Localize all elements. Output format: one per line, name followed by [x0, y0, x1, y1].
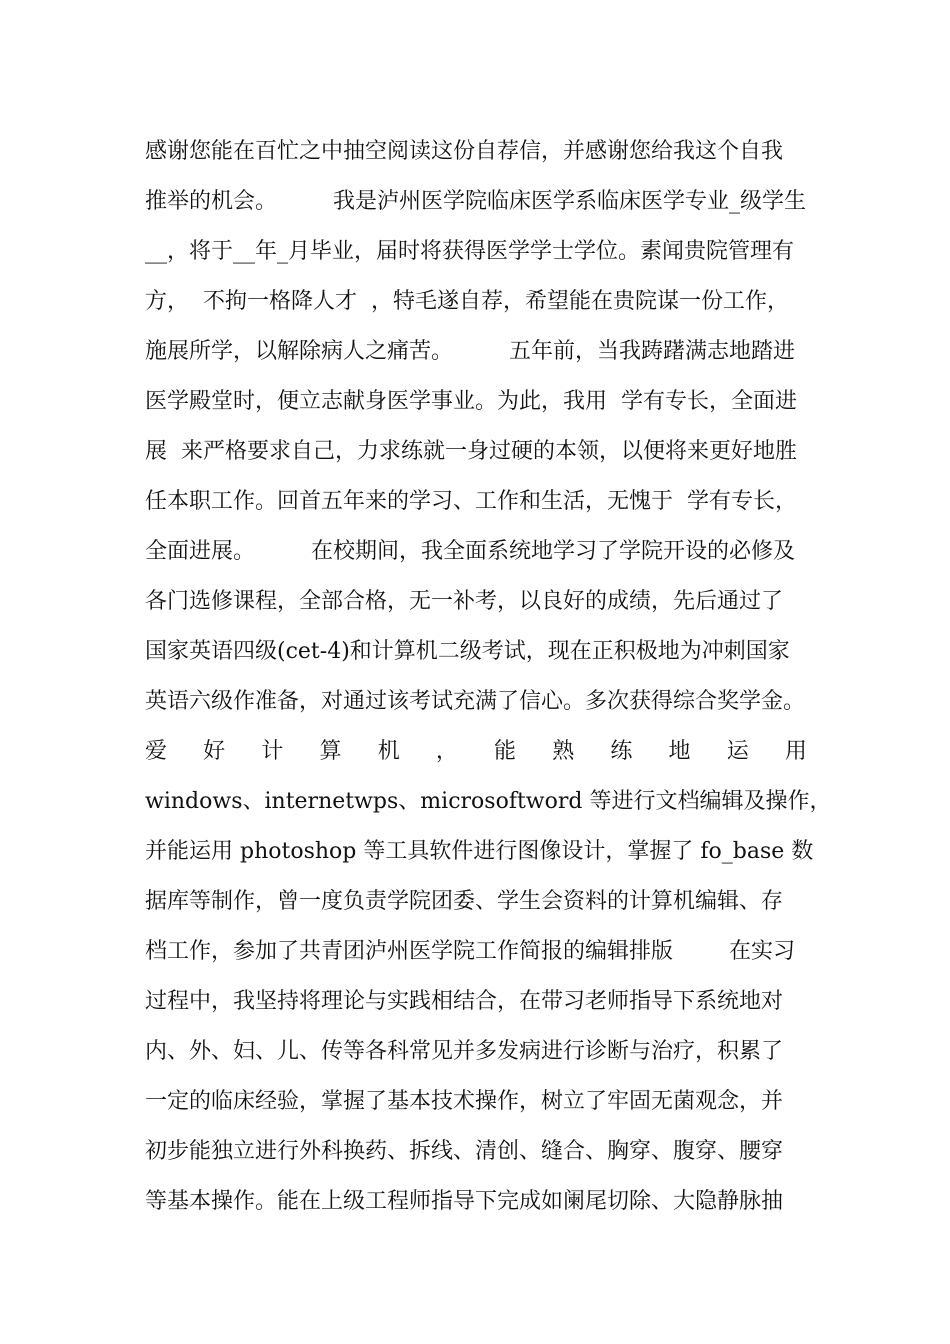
text-line: 等基本操作。能在上级工程师指导下完成如阑尾切除、大隐静脉抽	[145, 1189, 784, 1214]
spread-char: 练	[610, 739, 633, 764]
text-line: 各门选修课程，全部合格，无一补考，以良好的成绩，先后通过了	[145, 589, 784, 614]
spread-char: 能	[494, 739, 517, 764]
spread-char: 爱	[145, 739, 168, 764]
text-line: 展 来严格要求自己，力求练就一身过硬的本领，以便将来更好地胜	[145, 439, 797, 464]
text-line: 并能运用 photoshop 等工具软件进行图像设计，掌握了 fo_base 数	[145, 839, 814, 864]
text-line: 初步能独立进行外科换药、拆线、清创、缝合、胸穿、腹穿、腰穿	[145, 1139, 784, 1164]
text-line: 全面进展。 在校期间，我全面系统地学习了学院开设的必修及	[145, 539, 795, 564]
text-line: 过程中，我坚持将理论与实践相结合，在带习老师指导下系统地对	[145, 989, 784, 1014]
spread-char: 计	[261, 739, 284, 764]
spread-char: ，	[435, 739, 458, 764]
spread-char: 算	[319, 739, 342, 764]
text-line: 方， 不拘一格降人才 ，特毛遂自荐，希望能在贵院谋一份工作，	[145, 289, 789, 314]
text-line: 推举的机会。 我是泸州医学院临床医学系临床医学专业_级学生	[145, 189, 806, 214]
text-line: windows、internetwps、microsoftword 等进行文档编辑及操作，	[145, 789, 832, 814]
text-line: __，将于__年_月毕业，届时将获得医学学士学位。素闻贵院管理有	[145, 239, 795, 264]
text-line: 档工作，参加了共青团泸州医学院工作简报的编辑排版 在实习	[145, 939, 795, 964]
text-line: 任本职工作。回首五年来的学习、工作和生活，无愧于 学有专长，	[145, 489, 797, 514]
text-line: 感谢您能在百忙之中抽空阅读这份自荐信，并感谢您给我这个自我	[145, 139, 784, 164]
spread-char: 机	[377, 739, 400, 764]
spread-char: 用	[784, 739, 807, 764]
spread-text-line	[145, 733, 807, 783]
text-line: 国家英语四级(cet-4)和计算机二级考试，现在正积极地为冲刺国家	[145, 639, 790, 664]
spread-char: 好	[203, 739, 226, 764]
letter-body	[145, 133, 832, 1233]
spread-char: 熟	[552, 739, 575, 764]
text-line: 英语六级作准备，对通过该考试充满了信心。多次获得综合奖学金。	[145, 689, 806, 714]
text-line: 据库等制作，曾一度负责学院团委、学生会资料的计算机编辑、存	[145, 889, 784, 914]
text-line: 医学殿堂时，便立志献身医学事业。为此，我用 学有专长，全面进	[145, 389, 797, 414]
text-line: 一定的临床经验，掌握了基本技术操作，树立了牢固无菌观念，并	[145, 1089, 784, 1114]
text-line: 施展所学，以解除病人之痛苦。 五年前，当我踌躇满志地踏进	[145, 339, 795, 364]
text-line: 内、外、妇、儿、传等各科常见并多发病进行诊断与治疗，积累了	[145, 1039, 784, 1064]
spread-char: 运	[726, 739, 749, 764]
spread-char: 地	[668, 739, 691, 764]
